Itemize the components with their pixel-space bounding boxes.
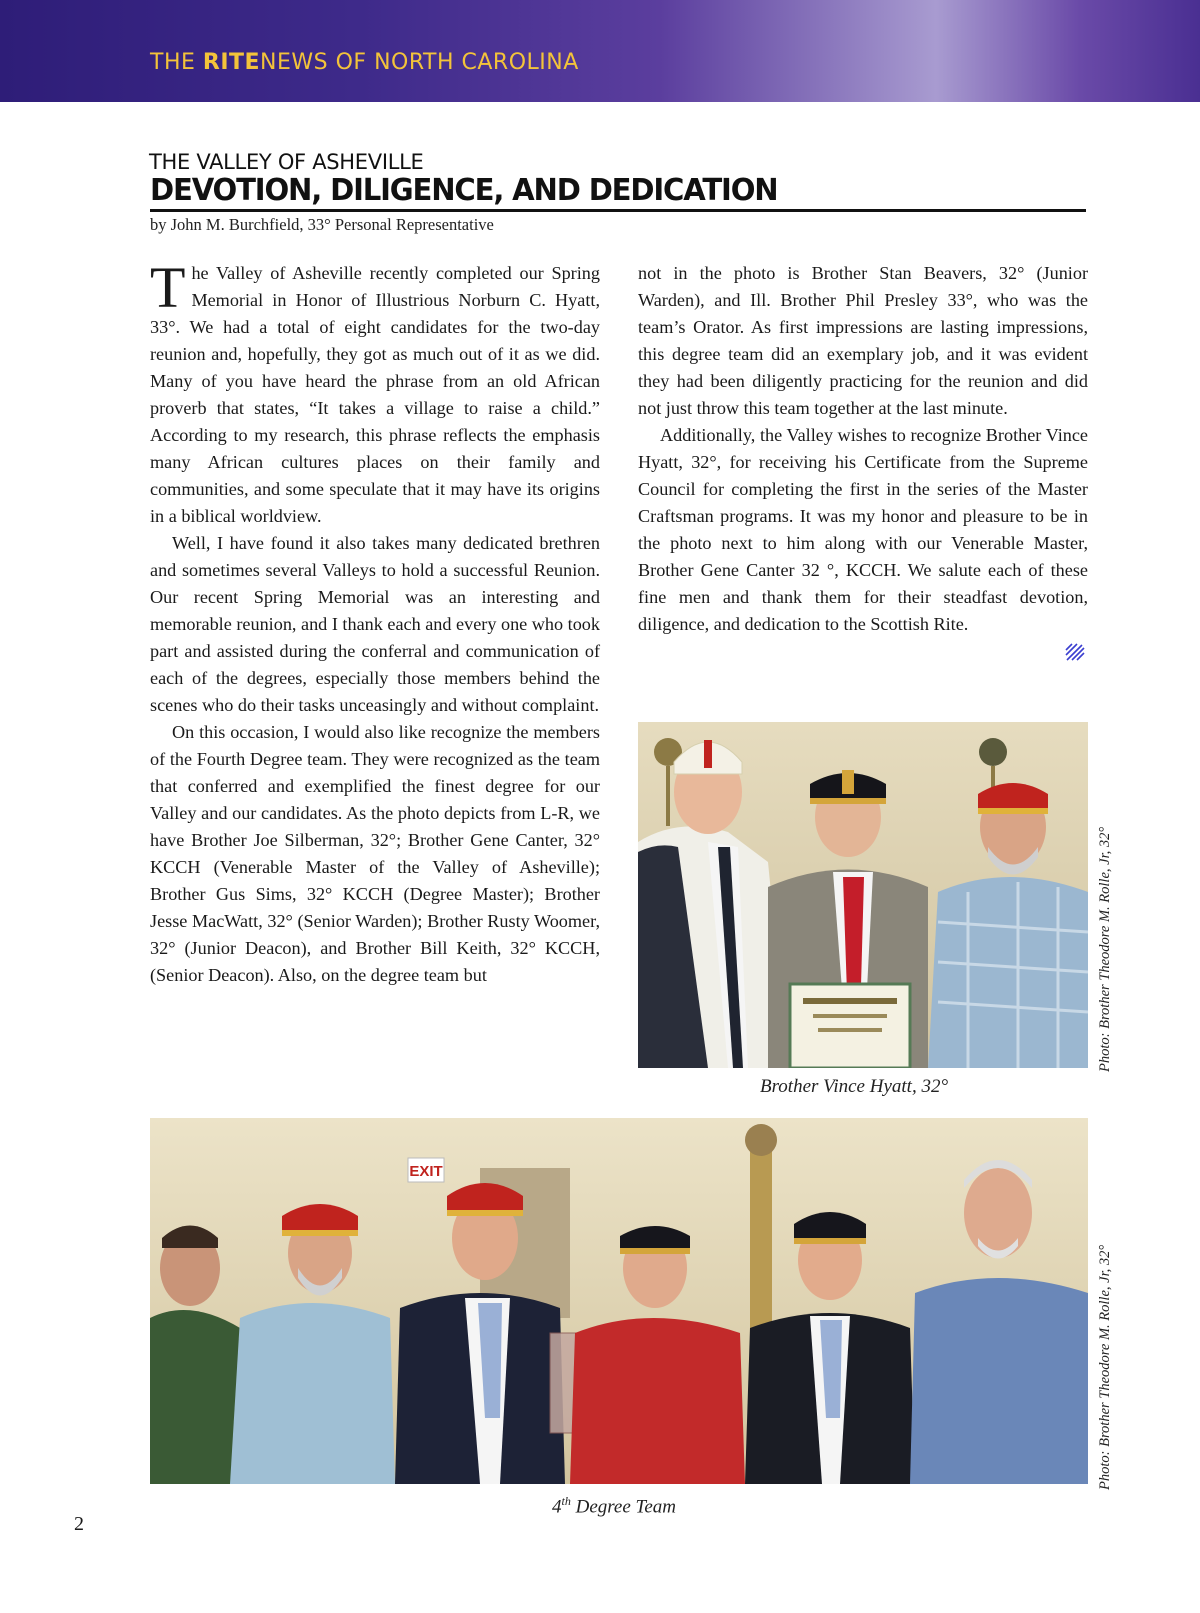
photo-degree-team-illustration [150, 1118, 1088, 1484]
article-kicker: THE VALLEY OF ASHEVILLE [149, 150, 424, 174]
article-paragraph: Well, I have found it also takes many dedicated brethren and sometimes several Valleys to hold a successful Reunion. Our recent Spring Memorial was an interesting and memorable reunion, and I thank each and every one who took part and assisted during the conferral and communication of each of the degrees, especially those members behind the scenes who do their tasks unceasingly and without complaint. [150, 533, 600, 715]
page-number: 2 [74, 1513, 84, 1535]
article-column-right [638, 260, 1088, 638]
article-column-left [150, 255, 600, 989]
article-headline: DEVOTION, DILIGENCE, AND DEDICATION [150, 173, 778, 208]
photo-vince-hyatt [638, 722, 1088, 1068]
exit-sign-label: EXIT [409, 1163, 443, 1180]
article-byline: by John M. Burchfield, 33° Personal Representative [150, 215, 494, 234]
photo-credit-1: Photo: Brother Theodore M. Rolle, Jr, 32° [1097, 826, 1113, 1072]
caption-text: Degree Team [570, 1496, 677, 1518]
page-header [0, 0, 1200, 102]
drop-cap: T [150, 255, 186, 320]
end-mark-icon [1064, 642, 1086, 662]
caption-number: 4 [552, 1496, 562, 1518]
article-paragraph: Additionally, the Valley wishes to recognize Brother Vince Hyatt, 32°, for receiving his Certificate from the Supreme Council for completing the first in the series of the Master Craftsman programs. It was my honor and pleasure to be in the photo next to him along with our Venerable Master, Brother Gene Canter 32 °, KCCH. We salute each of these fine men and thank them for their steadfast devotion, diligence, and dedication to the Scottish Rite. [638, 425, 1088, 634]
publication-title-post: NEWS OF NORTH CAROLINA [260, 50, 579, 75]
article-paragraph: not in the photo is Brother Stan Beavers, 32° (Junior Warden), and Ill. Brother Phil Presley 33°, who was the team’s Orator. As first impressions are lasting impressions, this degree team did an exemplary job, and it was evident they had been diligently practicing for the reunion and did not just throw this team together at the last minute. [638, 263, 1088, 418]
headline-rule [150, 209, 1086, 212]
photo-caption-vince-hyatt: Brother Vince Hyatt, 32° [760, 1076, 949, 1097]
paragraph-text: he Valley of Asheville recently completed our Spring Memorial in Honor of Illustrious Norburn C. Hyatt, 33°. We had a total of eight candidates for the two-day reunion and, hopefully, they got as much out of it as we did. Many of you have heard the phrase from an old African proverb that states, “It takes a village to raise a child.” According to my research, this phrase reflects the emphasis many African cultures places on their family and communities, and some speculate that it may have its origins in a biblical worldview. [150, 263, 600, 526]
photo-caption-degree-team [552, 1494, 676, 1518]
publication-title-pre: THE [150, 50, 203, 75]
article-paragraph [150, 255, 600, 530]
publication-title [150, 50, 579, 75]
publication-title-bold: RITE [202, 50, 261, 75]
photo-vince-hyatt-illustration [638, 722, 1088, 1068]
photo-credit-2: Photo: Brother Theodore M. Rolle, Jr, 32° [1097, 1244, 1113, 1490]
photo-degree-team [150, 1118, 1088, 1484]
caption-superscript: th [561, 1494, 571, 1508]
article-paragraph: On this occasion, I would also like recognize the members of the Fourth Degree team. They were recognized as the team that conferred and exemplified the finest degree for our Valley and our candidates. As the photo depicts from L-R, we have Brother Joe Silberman, 32°; Brother Gene Canter, 32° KCCH (Venerable Master of the Valley of Asheville); Brother Gus Sims, 32° KCCH (Degree Master); Brother Jesse MacWatt, 32° (Senior Warden); Brother Rusty Woomer, 32° (Junior Deacon), and Brother Bill Keith, 32° KCCH, (Senior Deacon). Also, on the degree team but [150, 722, 600, 985]
